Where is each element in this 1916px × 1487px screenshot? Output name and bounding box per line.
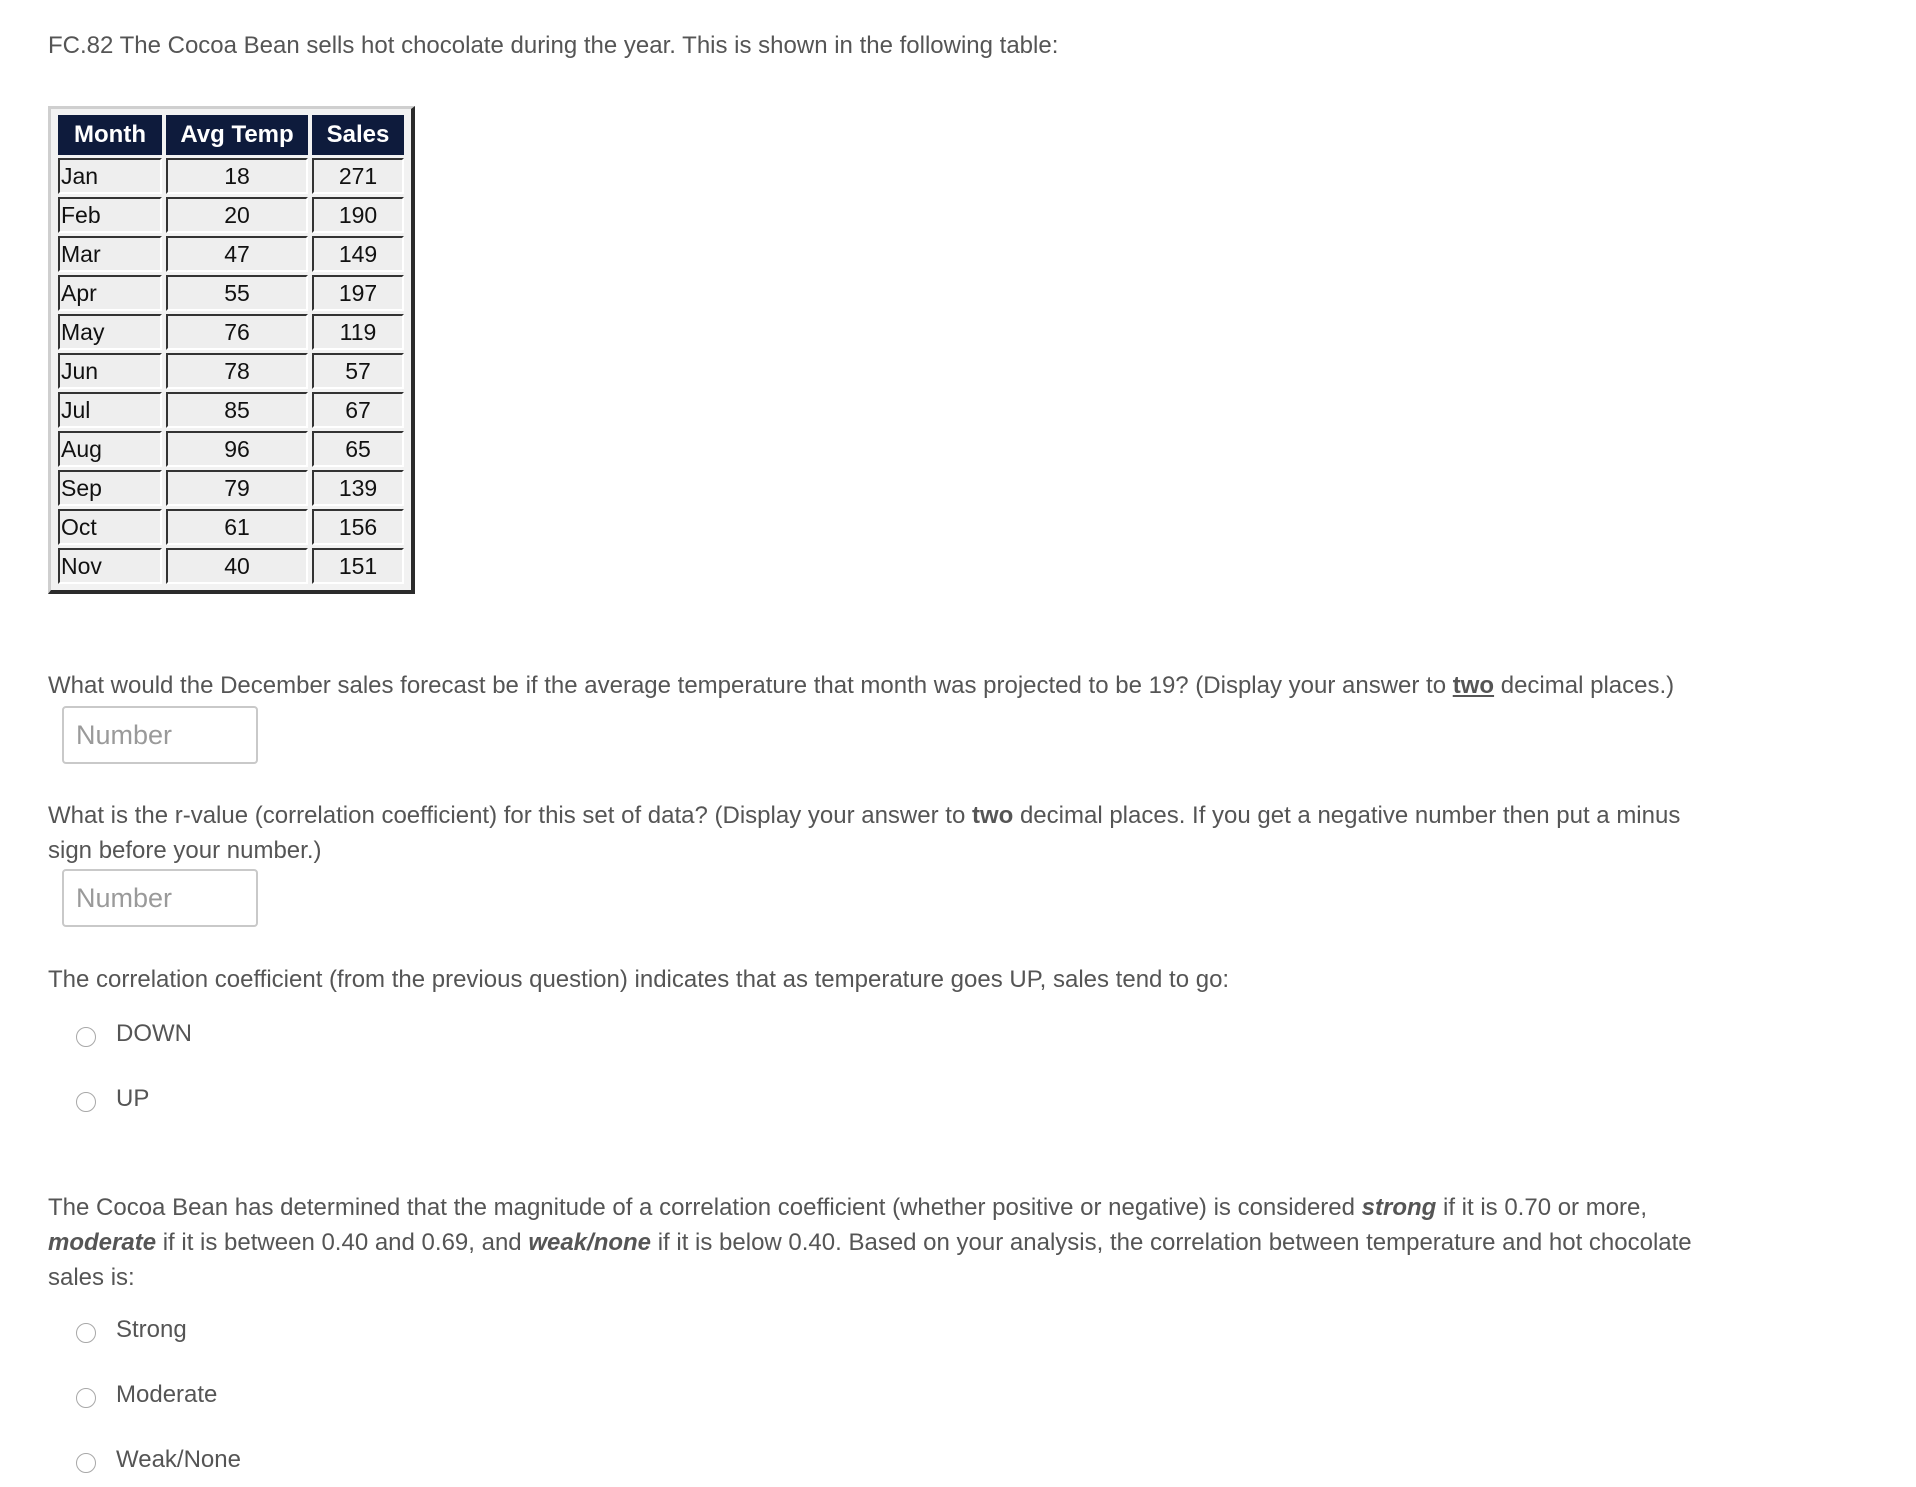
direction-question: The correlation coefficient (from the previous question) indicates that as temperature goes UP, sales tend to go:	[48, 966, 1230, 993]
cell-sales: 197	[312, 275, 404, 311]
cell-month: Jan	[58, 158, 162, 194]
cell-avg-temp: 79	[166, 470, 308, 506]
radio-button[interactable]	[76, 1027, 96, 1047]
strength-option-weak-none[interactable]	[76, 1440, 241, 1480]
cell-avg-temp: 61	[166, 509, 308, 545]
cell-avg-temp: 96	[166, 431, 308, 467]
cell-month: Feb	[58, 197, 162, 233]
cell-avg-temp: 18	[166, 158, 308, 194]
table-row	[58, 509, 404, 545]
q1-emphasis: two	[1452, 672, 1495, 699]
q2-text-before: What is the r-value (correlation coefficient) for this set of data? (Display your answer to	[48, 802, 972, 829]
cell-month: Jul	[58, 392, 162, 428]
direction-option-up[interactable]	[76, 1079, 149, 1119]
table-row	[58, 275, 404, 311]
cell-sales: 119	[312, 314, 404, 350]
q2-text-after: decimal places. If you get a negative number then put a minus sign before your number.)	[48, 802, 1681, 864]
table-row	[58, 158, 404, 194]
q4-moderate: moderate	[48, 1229, 157, 1256]
option-label: Strong	[116, 1316, 187, 1343]
sales-table	[54, 112, 408, 587]
cell-sales: 271	[312, 158, 404, 194]
radio-button[interactable]	[76, 1092, 96, 1112]
table-header-row	[58, 115, 404, 155]
cell-avg-temp: 20	[166, 197, 308, 233]
cell-avg-temp: 85	[166, 392, 308, 428]
forecast-answer-input[interactable]	[62, 706, 258, 764]
cell-month: May	[58, 314, 162, 350]
forecast-question	[48, 668, 1674, 703]
cell-avg-temp: 55	[166, 275, 308, 311]
header-month: Month	[58, 115, 162, 155]
cell-month: Sep	[58, 470, 162, 506]
intro-text: FC.82 The Cocoa Bean sells hot chocolate during the year. This is shown in the following table:	[48, 32, 1059, 59]
q4-strong: strong	[1361, 1194, 1437, 1221]
option-label: DOWN	[116, 1020, 192, 1047]
cell-avg-temp: 47	[166, 236, 308, 272]
strength-option-strong[interactable]	[76, 1310, 187, 1350]
cell-avg-temp: 76	[166, 314, 308, 350]
strength-question	[48, 1190, 1708, 1295]
cell-avg-temp: 40	[166, 548, 308, 584]
cell-month: Oct	[58, 509, 162, 545]
sales-table-frame	[48, 106, 415, 594]
cell-sales: 149	[312, 236, 404, 272]
table-row	[58, 470, 404, 506]
cell-sales: 190	[312, 197, 404, 233]
q4-part2: if it is 0.70 or more,	[1436, 1194, 1648, 1221]
radio-button[interactable]	[76, 1388, 96, 1408]
cell-sales: 156	[312, 509, 404, 545]
option-label: Moderate	[116, 1381, 218, 1408]
cell-month: Jun	[58, 353, 162, 389]
radio-button[interactable]	[76, 1323, 96, 1343]
table-row	[58, 548, 404, 584]
q2-emphasis: two	[971, 802, 1014, 829]
q4-weak: weak/none	[528, 1229, 652, 1256]
q4-part4: if it is below 0.40. Based on your analysis, the correlation between temperature and hot chocolate sales is:	[48, 1229, 1692, 1291]
r-value-answer-input[interactable]	[62, 869, 258, 927]
cell-month: Apr	[58, 275, 162, 311]
q1-text-after: decimal places.)	[1494, 672, 1675, 699]
option-label: UP	[116, 1085, 150, 1112]
cell-sales: 67	[312, 392, 404, 428]
table-row	[58, 353, 404, 389]
strength-option-moderate[interactable]	[76, 1375, 217, 1415]
option-label: Weak/None	[116, 1446, 241, 1473]
r-value-question	[48, 798, 1708, 868]
cell-month: Aug	[58, 431, 162, 467]
radio-button[interactable]	[76, 1453, 96, 1473]
q4-part1: The Cocoa Bean has determined that the magnitude of a correlation coefficient (whether positive or negative) is considered	[48, 1194, 1362, 1221]
cell-sales: 151	[312, 548, 404, 584]
header-avg-temp: Avg Temp	[166, 115, 308, 155]
table-row	[58, 431, 404, 467]
table-row	[58, 392, 404, 428]
table-row	[58, 236, 404, 272]
q4-part3: if it is between 0.40 and 0.69, and	[156, 1229, 529, 1256]
cell-month: Nov	[58, 548, 162, 584]
direction-option-down[interactable]	[76, 1014, 192, 1054]
header-sales: Sales	[312, 115, 404, 155]
cell-month: Mar	[58, 236, 162, 272]
cell-sales: 65	[312, 431, 404, 467]
cell-avg-temp: 78	[166, 353, 308, 389]
table-row	[58, 197, 404, 233]
q1-text-before: What would the December sales forecast be if the average temperature that month was projected to be 19? (Display your answer to	[48, 672, 1453, 699]
cell-sales: 57	[312, 353, 404, 389]
cell-sales: 139	[312, 470, 404, 506]
table-row	[58, 314, 404, 350]
